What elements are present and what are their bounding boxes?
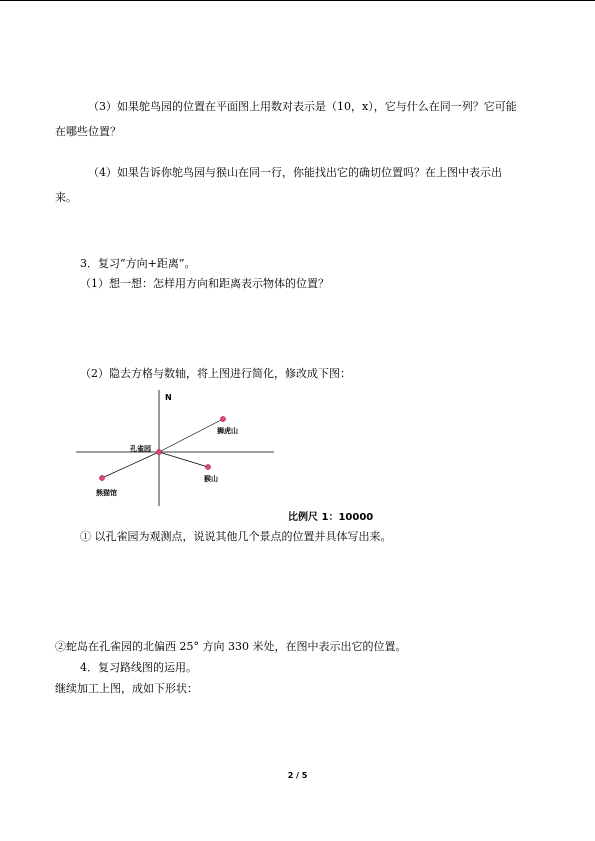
- origin-point: [156, 449, 161, 454]
- panda-house-point: [99, 475, 104, 480]
- line-to-panda-house: [102, 452, 159, 478]
- lion-tiger-hill-label: 狮虎山: [217, 427, 238, 435]
- section-3-question-2: （2）隐去方格与数轴，将上图进行简化，修改成下图：: [80, 367, 351, 380]
- origin-label: 孔雀园: [130, 445, 151, 453]
- section-4-title: 4．复习路线图的运用。: [80, 661, 197, 674]
- question-3-line-1: （3）如果鸵鸟园的位置在平面图上用数对表示是（10，x），它与什么在同一列？它可能: [88, 100, 517, 113]
- header-rule: [0, 0, 595, 1]
- line-to-lion-tiger-hill: [159, 419, 223, 452]
- question-4-line-2: 来。: [55, 191, 77, 204]
- scale-label: 比例尺 1：10000: [288, 512, 374, 523]
- monkey-hill-label: 猴山: [204, 475, 218, 483]
- lion-tiger-hill-point: [220, 416, 225, 421]
- section-4-text: 继续加工上图，成如下形状：: [55, 682, 198, 695]
- question-4-line-1: （4）如果告诉你鸵鸟园与猴山在同一行，你能找出它的确切位置吗？在上图中表示出: [88, 166, 502, 179]
- section-3-question-1: （1）想一想：怎样用方向和距离表示物体的位置？: [80, 277, 329, 290]
- north-label: N: [165, 393, 172, 402]
- section-3-title: 3．复习“方向+距离”。: [80, 257, 196, 270]
- panda-house-label: 熊猫馆: [96, 489, 117, 497]
- item-1: ① 以孔雀园为观测点，说说其他几个景点的位置并具体写出来。: [80, 530, 392, 543]
- page-number: 2 / 5: [287, 771, 308, 780]
- item-2: ②蛇岛在孔雀园的北偏西 25° 方向 330 米处，在图中表示出它的位置。: [55, 640, 407, 653]
- monkey-hill-point: [205, 464, 210, 469]
- position-diagram: [76, 388, 276, 506]
- line-to-monkey-hill: [159, 452, 208, 467]
- question-3-line-2: 在哪些位置？: [55, 125, 121, 138]
